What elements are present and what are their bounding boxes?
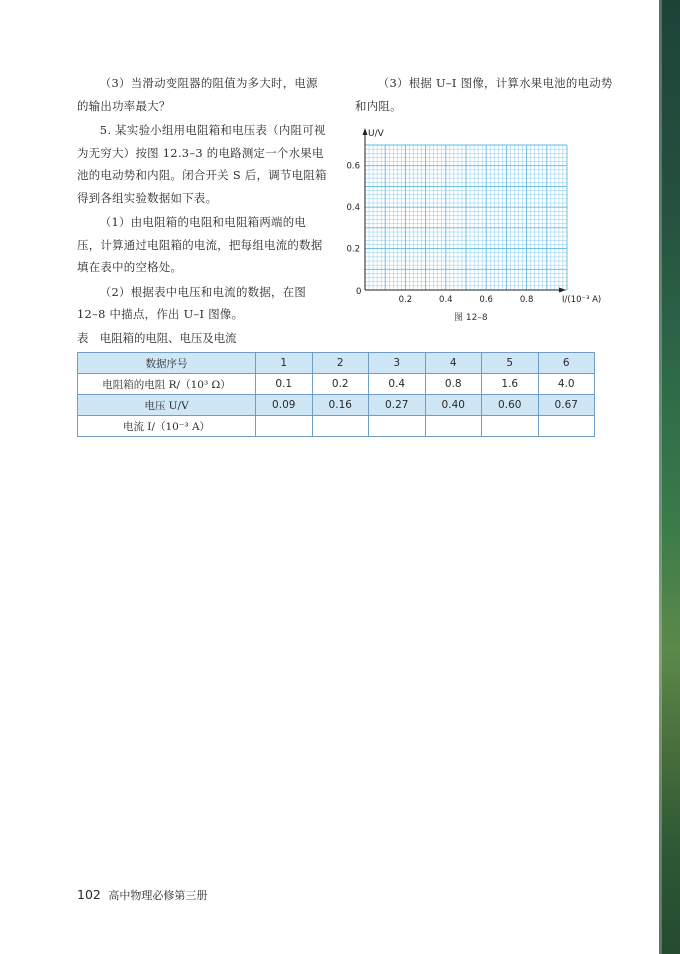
x-tick-label: 0.6 <box>479 295 493 305</box>
book-title: 高中物理必修第三册 <box>108 889 208 902</box>
table-cell: 5 <box>482 353 539 374</box>
table-input-cell[interactable] <box>425 416 482 437</box>
table-cell: 6 <box>538 353 595 374</box>
x-tick-label: 0.4 <box>439 295 453 305</box>
table-cell: 0.2 <box>312 374 369 395</box>
table-cell: 1.6 <box>482 374 539 395</box>
table-cell: 0.40 <box>425 395 482 416</box>
question-5-part3-text: （3）根据 U–I 图像，计算水果电池的电动势和内阻。 <box>355 76 613 113</box>
question-5-part1-text: （1）由电阻箱的电阻和电阻箱两端的电压，计算通过电阻箱的电流，把每组电流的数据填在表中的空格处。 <box>77 215 323 274</box>
table-input-cell[interactable] <box>312 416 369 437</box>
x-tick-label: 0.2 <box>398 295 413 305</box>
x-tick-label: 0.8 <box>519 295 534 305</box>
u-i-graph[interactable] <box>340 124 620 310</box>
table-input-cell[interactable] <box>256 416 313 437</box>
row-header: 电压 U/V <box>78 395 256 416</box>
table-title: 表 电阻箱的电阻、电压及电流 <box>77 331 237 345</box>
table-cell: 0.8 <box>425 374 482 395</box>
table-cell: 0.09 <box>256 395 313 416</box>
x-axis-arrow-icon <box>559 288 566 293</box>
question-3-text: （3）当滑动变阻器的阻值为多大时，电源的输出功率最大？ <box>77 76 318 113</box>
table-cell: 0.16 <box>312 395 369 416</box>
table-input-cell[interactable] <box>482 416 539 437</box>
y-tick-label: 0.4 <box>346 203 360 214</box>
graph-grid <box>365 145 567 290</box>
row-header: 电流 I/（10⁻³ A） <box>78 416 256 437</box>
table-cell: 0.27 <box>369 395 426 416</box>
row-header: 电阻箱的电阻 R/（10³ Ω） <box>78 374 256 395</box>
data-table <box>77 352 595 437</box>
table-row <box>78 353 595 374</box>
left-text-column <box>77 72 329 326</box>
page-footer <box>77 887 207 903</box>
y-axis-arrow-icon <box>363 128 368 135</box>
page-number: 102 <box>77 887 101 902</box>
origin-label: 0 <box>356 287 362 297</box>
x-axis-label: I/(10⁻³ A) <box>562 295 602 305</box>
y-tick-label: 0.2 <box>346 244 360 255</box>
right-text-column <box>355 72 617 117</box>
figure-caption: 图 12–8 <box>454 313 488 323</box>
table-cell: 1 <box>256 353 313 374</box>
row-header: 数据序号 <box>78 353 256 374</box>
table-cell: 2 <box>312 353 369 374</box>
table-cell: 4 <box>425 353 482 374</box>
y-tick-label: 0.6 <box>346 161 360 172</box>
table-row <box>78 416 595 437</box>
table-input-cell[interactable] <box>369 416 426 437</box>
table-row <box>78 374 595 395</box>
table-cell: 0.4 <box>369 374 426 395</box>
table-cell: 0.67 <box>538 395 595 416</box>
table-cell: 0.1 <box>256 374 313 395</box>
y-axis-label: U/V <box>368 129 384 139</box>
table-cell: 0.60 <box>482 395 539 416</box>
table-row <box>78 395 595 416</box>
table-cell: 3 <box>369 353 426 374</box>
question-5-part2-text: （2）根据表中电压和电流的数据，在图 12–8 中描点，作出 U–I 图像。 <box>77 284 307 321</box>
question-5-text: 5. 某实验小组用电阻箱和电压表（内阻可视为无穷大）按图 12.3–3 的电路测定一个水果电池的电动势和内阻。闭合开关 S 后，调节电阻箱得到各组实验数据如下表。 <box>77 123 327 205</box>
table-input-cell[interactable] <box>538 416 595 437</box>
decorative-side-strip <box>659 0 680 954</box>
table-cell: 4.0 <box>538 374 595 395</box>
